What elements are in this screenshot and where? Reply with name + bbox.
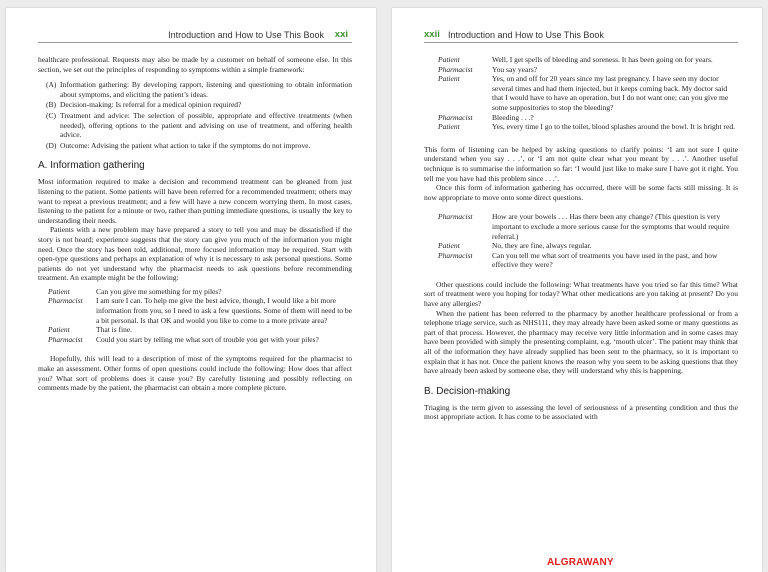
dialog-speaker: Pharmacist [438,212,473,222]
section-heading: B. Decision-making [424,385,511,397]
dialog-line [438,65,738,75]
dialog-speaker: Patient [48,286,70,296]
dialog-text: You say years? [492,64,538,74]
right-page [392,8,762,572]
dialog-text: Yes, every time I go to the toilet, blood splashes around the bowl. It is bright red. [492,122,735,132]
list-item [38,100,352,110]
left-page-content [38,55,352,393]
list-label: (B) [46,100,56,110]
running-head [424,30,738,43]
list-item [38,141,352,151]
dialog-text: Can you tell me what sort of treatments you have used in the past, and how effective they were? [492,250,718,270]
dialog-line [48,296,352,325]
body-paragraph: When the patient has been referred to the pharmacy by another healthcare professional or from a telephone triage service, such as NHS111, they may already have been asked some or many questions as part of that process. However, the pharmacy may receive very little information and in some cases may have been provided with simply the presenting complaint, e.g. ‘mouth ulcer’. The patient may think that all of the information they have already supplied has been sent to the pharmacy, so it is important to explain that it has not. Once the patient knows the reason why you seem to be asking questions that they have already been asked by someone else, they will understand why this is happening. [424,308,738,376]
body-paragraph: Other questions could include the following: What treatments have you tried so far this time? What sort of treatment were you hoping for today? What other medications are you taking at present? Do you have any allergies? [424,279,738,309]
dialog-text: How are your bowels . . . Has there been any change? (This question is very important to exclude a more serious cause for the symptoms that would require referral.) [492,212,730,241]
dialog-line [438,251,738,270]
list-label: (D) [46,140,57,150]
dialog-text: Well, I get spells of bleeding and soreness. It has been going on for years. [492,55,713,64]
dialog-text: Yes, on and off for 20 years since my last pregnancy. I have seen my doctor several times and had them injected, but it keeps coming back. My doctor said that I would have to have an operation, but I do not want one; can you give me some suppositories to stop the bleeding? [492,74,729,112]
intro-paragraph: healthcare professional. Requests may also be made by a customer on behalf of someone else. In this section, we set out the principles of responding to symptoms within a simple framework: [38,55,352,74]
body-paragraph: Most information required to make a decision and recommend treatment can be gleaned from just listening to the patient. Some patients will have been referred for a recommended treatment; others may want to repeat a previous treatment; and a few will have a new concern worrying them. In most cases, listening to the patient for a minute or two, rather than putting immediate questions, is usually the key to understanding their needs. [38,177,352,225]
dialog-text: Could you start by telling me what sort of trouble you get with your piles? [96,334,319,344]
list-text: Outcome: Advising the patient what action to take if the symptoms do not improve. [60,140,311,150]
body-paragraph: Hopefully, this will lead to a description of most of the symptoms required for the pharmacist to make an assessment. Other forms of open questions could include the following: How does that affect you? What sort of problems does it cause you? By carefully listening and possibly reflecting on comments made by the patient, the pharmacist can obtain a more complete picture. [38,354,352,393]
dialog-line [48,335,352,345]
dialog-text: Bleeding . . .? [492,112,534,122]
list-text: Treatment and advice: The selection of possible, appropriate and effective treatments (when needed), offering options to the patient and advising on use of treatment, and offering health advice. [60,110,352,140]
right-page-content [424,55,738,422]
dialog-speaker: Patient [438,55,460,64]
watermark: ALGRAWANY [547,557,614,568]
dialog-text: No, they are fine, always regular. [492,241,592,251]
dialog-speaker: Pharmacist [438,250,473,260]
running-head-title: Introduction and How to Use This Book [168,30,324,40]
list-text: Information gathering: By developing rapport, listening and questioning to obtain information about symptoms, and eliciting the patient’s ideas. [60,80,352,99]
list-label: (C) [46,110,56,120]
list-text: Decision-making: Is referral for a medical opinion required? [60,100,242,110]
page-number: xxii [424,29,440,40]
dialog-text: That is fine. [96,325,133,335]
dialog-speaker: Pharmacist [48,296,83,306]
section-heading: A. Information gathering [38,160,145,172]
dialog [48,287,352,345]
body-paragraph: Triaging is the term given to assessing the level of seriousness of a presenting condition and thus the most appropriate action. It has come to be associated with [424,402,738,422]
dialog-speaker: Pharmacist [438,112,473,122]
dialog-speaker: Patient [438,74,460,84]
running-head-title: Introduction and How to Use This Book [448,30,604,40]
left-page [6,8,376,572]
running-head [38,30,352,43]
framework-list [38,80,352,150]
dialog [438,212,738,270]
dialog-line [48,325,352,335]
dialog-text: I am sure I can. To help me give the best advice, though, I would like a bit more information from you, so I need to ask a few questions. Some of them will need to be a bit personal. Is that OK and would you like to come to a more private area? [96,296,352,325]
dialog [438,55,738,132]
dialog-line [48,287,352,297]
body-paragraph: Patients with a new problem may have prepared a story to tell you and may be dissatisfied if the story is not heard; experience suggests that the story can give you much of the information you might need. Once the story has been told, additional, more focused information may be required. Start with open-type questions and perhaps an explanation of why it is necessary to ask personal questions. Some patients do not yet understand why the pharmacist needs to ask questions before recommending treatment. An example might be the following: [38,225,352,283]
dialog-speaker: Patient [48,325,70,335]
list-item [38,111,352,140]
dialog-line [438,241,738,251]
dialog-line [438,74,738,112]
dialog-speaker: Patient [438,241,460,251]
dialog-line [438,113,738,123]
dialog-speaker: Patient [438,122,460,132]
body-paragraph: Once this form of information gathering has occurred, there will be some facts still missing. It is now appropriate to move onto some direct questions. [424,183,738,202]
list-item [38,80,352,99]
dialog-line [438,122,738,132]
dialog-speaker: Pharmacist [48,334,83,344]
page-number: xxi [334,29,348,40]
dialog-speaker: Pharmacist [438,64,473,74]
dialog-line [438,55,738,65]
list-label: (A) [46,80,57,90]
body-paragraph: This form of listening can be helped by asking questions to clarify points: ‘I am not sure I quite understand when you say . . .’, or ‘I am not quite clear what you meant by . . .’. Another useful technique is to summarise the information so far: ‘I would just like to make sure I have got it right. You tell me you have had this problem since . . .’. [424,144,738,183]
dialog-text: Can you give me something for my piles? [96,286,222,296]
dialog-line [438,212,738,241]
